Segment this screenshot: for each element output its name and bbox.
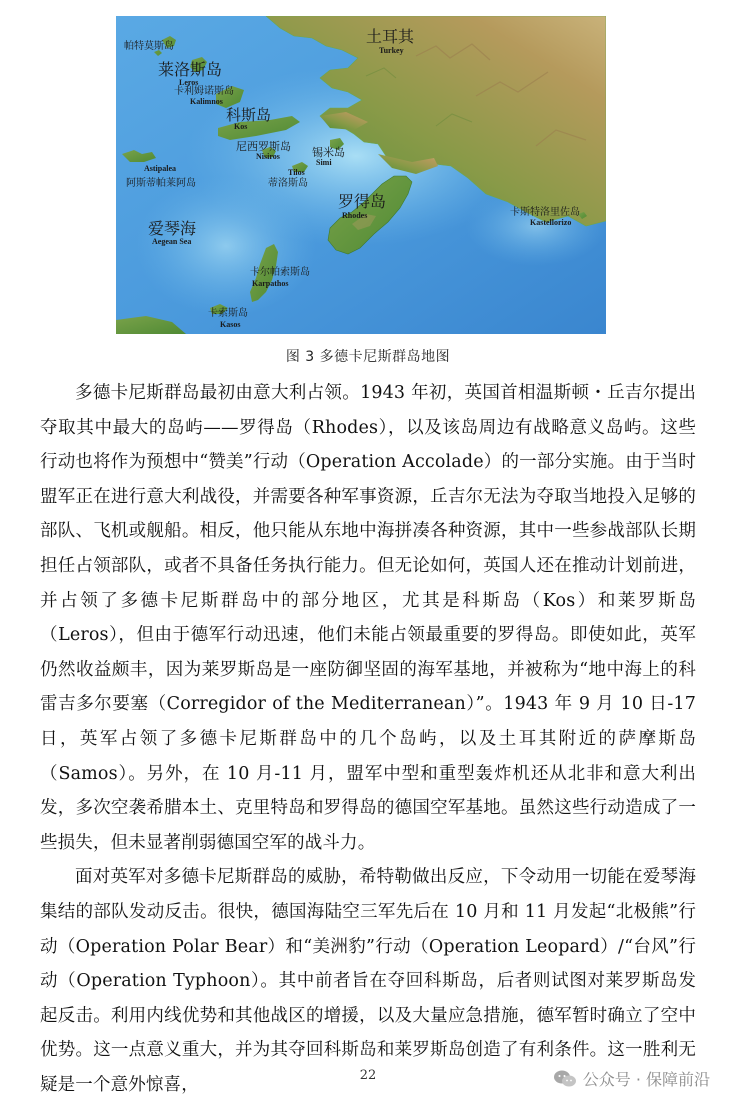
dodecanese-map bbox=[116, 16, 606, 334]
article-body bbox=[40, 376, 696, 1102]
figure-caption: 图 3 多德卡尼斯群岛地图 bbox=[285, 349, 451, 365]
label-kos-en: Kos bbox=[234, 122, 248, 131]
label-aegean-en: Aegean Sea bbox=[152, 237, 192, 246]
label-simi-cn: 锡米岛 bbox=[312, 146, 345, 159]
watermark-text: 公众号 · 保障前沿 bbox=[582, 1070, 710, 1089]
label-tilos-en: Tilos bbox=[288, 168, 305, 177]
label-kastellorizo-cn: 卡斯特洛里佐岛 bbox=[510, 207, 580, 218]
label-turkey-en: Turkey bbox=[379, 46, 404, 55]
watermark bbox=[553, 1067, 710, 1090]
paragraph-2: 面对英军对多德卡尼斯群岛的威胁，希特勒做出反应，下令动用一切能在爱琴海集结的部队发动反击。很快，德国海陆空三军先后在 10 月和 11 月发起“北极熊”行动（Operation Polar Bear）和“美洲豹”行动（Operation Leopard）/“台风”行动（Operation Typhoon）。其中前者旨在夺回科斯岛，后者则试图对莱罗斯岛发起反击。利用内线优势和其他战区的增援，以及大量应急措施，德军暂时确立了空中优势。这一点意义重大，并为其夺回科斯岛和莱罗斯岛创造了有利条件。这一胜利无疑是一个意外惊喜， bbox=[40, 867, 696, 1095]
label-kastellorizo-en: Kastellorizo bbox=[530, 218, 572, 227]
label-kasos-cn: 卡索斯岛 bbox=[208, 308, 248, 319]
label-karpathos-cn: 卡尔帕索斯岛 bbox=[250, 267, 310, 278]
page-number: 22 bbox=[359, 1068, 377, 1083]
label-nisiros-en: Nisiros bbox=[256, 152, 280, 161]
label-simi-en: Simi bbox=[316, 158, 332, 167]
label-astipalea-cn: 阿斯蒂帕莱阿岛 bbox=[126, 178, 196, 189]
label-kasos-en: Kasos bbox=[220, 320, 241, 329]
label-aegean-cn: 爱琴海 bbox=[148, 219, 197, 238]
label-nisiros-cn: 尼西罗斯岛 bbox=[236, 140, 291, 153]
label-rhodes-cn: 罗得岛 bbox=[338, 192, 387, 211]
label-rhodes-en: Rhodes bbox=[342, 211, 368, 220]
label-turkey-cn: 土耳其 bbox=[366, 27, 415, 46]
label-astipalea-en: Astipalea bbox=[144, 164, 176, 173]
label-tilos-cn: 蒂洛斯岛 bbox=[268, 178, 308, 189]
paragraph-1: 多德卡尼斯群岛最初由意大利占领。1943 年初，英国首相温斯顿・丘吉尔提出夺取其中最大的岛屿——罗得岛（Rhodes），以及该岛周边有战略意义岛屿。这些行动也将作为预想中“赞美”行动（Operation Accolade）的一部分实施。由于当时盟军正在进行意大利战役，并需要各种军事资源，丘吉尔无法为夺取当地投入足够的部队、飞机或舰船。相反，他只能从东地中海拼凑各种资源，其中一些参战部队长期担任占领部队，或者不具备任务执行能力。但无论如何，英国人还在推动计划前进，并占领了多德卡尼斯群岛中的部分地区，尤其是科斯岛（Kos）和莱罗斯岛（Leros），但由于德军行动迅速，他们未能占领最重要的罗得岛。即使如此，英军仍然收益颇丰，因为莱罗斯岛是一座防御坚固的海军基地，并被称为“地中海上的科雷吉多尔要塞（Corregidor of the Mediterranean）”。1943 年 9 月 10 日-17 日，英军占领了多德卡尼斯群岛中的几个岛屿，以及土耳其附近的萨摩斯岛（Samos）。另外，在 10 月-11 月，盟军中型和重型轰炸机还从北非和意大利出发，多次空袭希腊本土、克里特岛和罗得岛的德国空军基地。虽然这些行动造成了一些损失，但未显著削弱德国空军的战斗力。 bbox=[40, 383, 696, 853]
wechat-icon bbox=[553, 1069, 577, 1089]
label-kalymnos-en: Kalimnos bbox=[190, 97, 223, 106]
label-kalymnos-cn: 卡利姆诺斯岛 bbox=[174, 86, 234, 97]
label-patmos-cn: 帕特莫斯岛 bbox=[124, 41, 174, 52]
label-leros-en: Leros bbox=[179, 78, 199, 87]
label-kos-cn: 科斯岛 bbox=[226, 106, 272, 124]
label-leros-cn: 莱洛斯岛 bbox=[158, 60, 223, 79]
label-karpathos-en: Karpathos bbox=[252, 279, 289, 288]
